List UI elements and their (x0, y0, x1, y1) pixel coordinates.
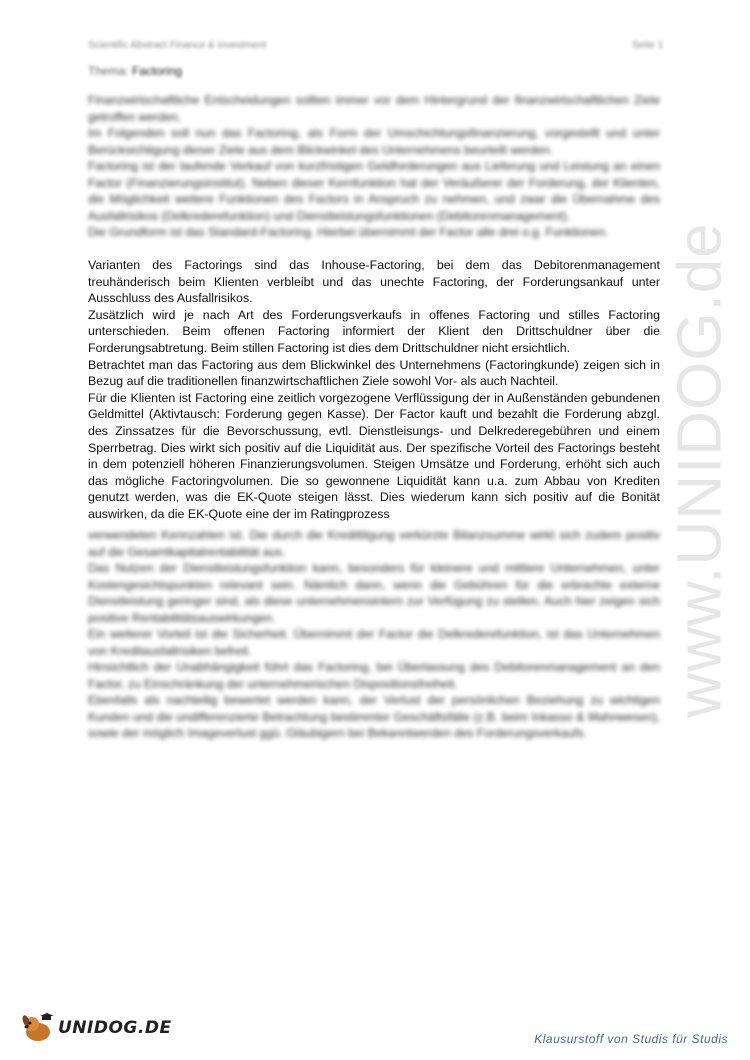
paragraph: Für die Klienten ist Factoring eine zeitlich vorgezogene Verflüssigung der in Außenständen gebundenen Geldmittel (Aktivtausch: Forderung gegen Kasse). Der Factor kauft und bezahlt die Forderung abzgl. des Zinssatzes für die Bevorschussung, evtl. Dienstleisungs- und Delkrederegebühren und einem Sperrbetrag. Dies wirkt sich positiv auf die Liquidität aus. Der spezifische Vorteil des Factorings besteht in dem potenziell höheren Finanzierungsvolumen. Steigen Umsätze und Forderung, erhöht sich auch das mögliche Factoringvolumen. Die so gewonnene Liquidität kann u.a. zum Abbau von Krediten genutzt werden, was die EK-Quote steigen lässt. Dies wiederum kann sich positiv auf die Bonität auswirken, da die EK-Quote eine der im Ratingprozess (88, 390, 660, 521)
paragraph: Betrachtet man das Factoring aus dem Blickwinkel des Unternehmens (Factoringkunde) zeigen sich in Bezug auf die traditionellen finanzwirtschaftlichen Ziele sowohl Vor- als auch Nachteil. (88, 357, 660, 389)
paragraph: Im Folgenden soll nun das Factoring, als Form der Umschichtungsfinanzierung, vorgestellt und unter Berücksichtigung dieser Ziele aus dem Blickwinkel des Unternehmens beurteilt werden. (88, 126, 660, 157)
topic-line (88, 64, 182, 78)
unidog-logo (20, 1012, 172, 1044)
page-number: Seite 1 (632, 40, 664, 51)
header-title: Scientific Abstract Finance & Investment (88, 40, 267, 51)
paragraph: Zusätzlich wird je nach Art des Forderungsverkaufs in offenes Factoring und stilles Factoring unterschieden. Beim offenen Factoring informiert der Klient den Drittschuldner über die Forderungsabtretung. Beim stillen Factoring ist dies dem Drittschuldner nicht ersichtlich. (88, 307, 660, 355)
blurred-text-bottom (88, 527, 660, 742)
paragraph: Finanzwirtschaftliche Entscheidungen sollten immer vor dem Hintergrund der finanzwirtschaftlichen Ziele getroffen werden. (88, 93, 660, 124)
paragraph: Varianten des Factorings sind das Inhouse-Factoring, bei dem das Debitorenmanagement treuhänderisch beim Klienten verbleibt und das unechte Factoring, der Forderungsankauf unter Ausschluss des Ausfallrisikos. (88, 258, 660, 306)
footer-tagline: Klausurstoff von Studis für Studis (534, 1032, 728, 1046)
paragraph: Ein weiterer Vorteil ist die Sicherheit. Übernimmt der Factor die Delkrederefunktion, ist das Unternehmen von Kreditausfallrisiken befreit. (88, 627, 660, 658)
topic-label: Thema: (88, 64, 129, 78)
paragraph: Hinsichtlich der Unabhängigkeit führt das Factoring, bei Überlassung des Debitorenmanagement an den Factor, zu Einschränkung der unternehmerischen Dispositionsfreiheit. (88, 660, 660, 691)
paragraph: Die Grundform ist das Standard-Factoring. Hierbei übernimmt der Factor alle drei o.g. Funktionen. (88, 225, 609, 239)
dog-icon (20, 1012, 56, 1044)
paragraph: verwendeten Kennzahlen ist. Die durch die Kredittilgung verkürzte Bilanzsumme wirkt sich zudem positiv auf die Gesamtkapitalrentabilität aus. (88, 528, 660, 559)
visible-text (88, 257, 660, 523)
paragraph: Das Nutzen der Dienstleistungsfunktion kann, besonders für kleinere und mittlere Unternehmen, unter Kostengesichtspunkten relevant sein. Nämlich dann, wenn die Gebühren für die erbrachte externe Dienstleistung geringer sind, als diese unternehmensintern zur Verfügung zu stellen. Auch hier zeigen sich positive Rentabilitätsauswirkungen. (88, 561, 660, 625)
paragraph: Factoring ist der laufende Verkauf von kurzfristigen Geldforderungen aus Lieferung und Leistung an einen Factor (Finanzierungsinstitut). Neben dieser Kernfunktion hat der Veräußerer der Forderung, der Klienten, die Möglichkeit weitere Funktionen des Factors in Anspruch zu nehmen, und zwar die Übernahme des Ausfallrisikos (Delkrederefunktion) und Dienstleistungsfunktionen (Debitorenmanagement). (88, 159, 660, 223)
topic-value: Factoring (132, 64, 183, 78)
paragraph: Ebenfalls als nachteilig bewertet werden kann, der Verlust der persönlichen Beziehung zu wichtigen Kunden und die undifferenzierte Betrachtung bestimmter Geschäftsfälle (z.B. beim Inkasso & Mahnwesen), sowie der möglich Imageverlust ggü. Gläubigern bei Bekanntwerden des Forderungsverkaufs. (88, 693, 660, 740)
watermark: www.UNIDOG.de (665, 222, 735, 718)
logo-text: UNIDOG.DE (58, 1018, 172, 1038)
blurred-text-top (88, 92, 660, 241)
